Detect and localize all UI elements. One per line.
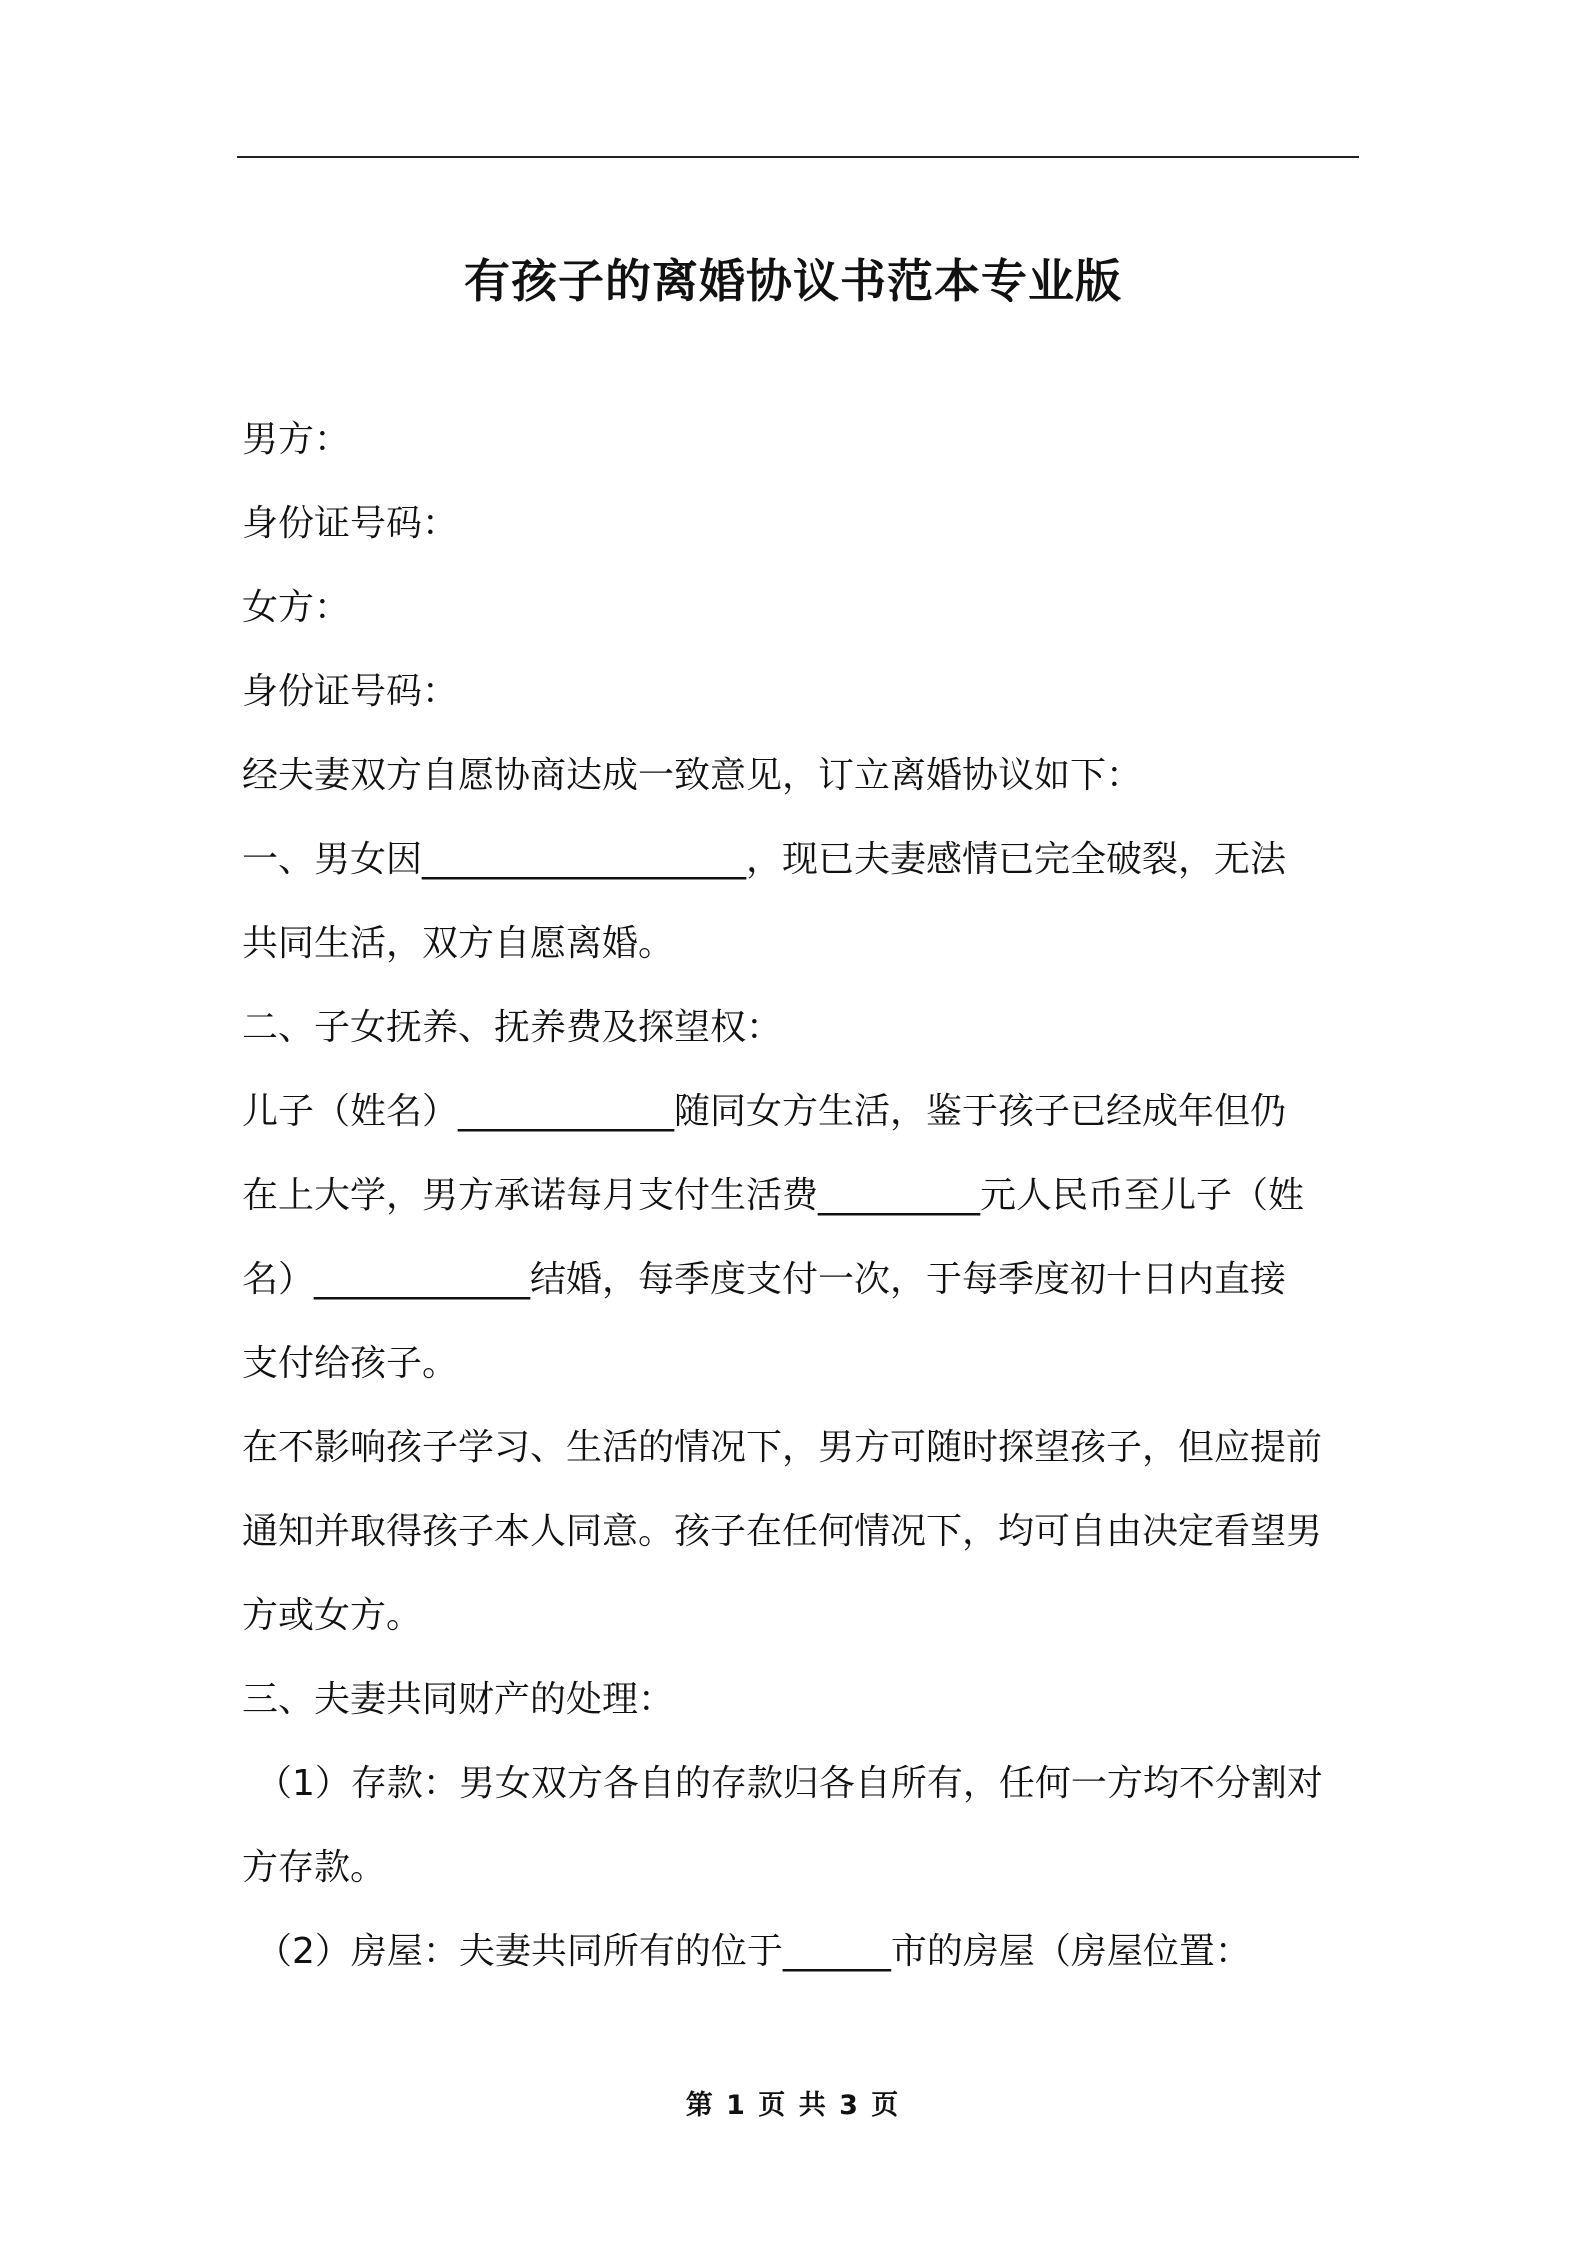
body-line-child-support-end: 支付给孩子。 (242, 1343, 459, 1384)
page-number: 第 1 页 共 3 页 (685, 2090, 901, 2121)
header-rule (237, 156, 1359, 158)
document-body (242, 398, 1357, 1994)
body-line-clause-1: 一、男女因__________________，现已夫妻感情已完全破裂，无法 (242, 839, 1287, 880)
body-line-savings-cont: 方存款。 (242, 1847, 387, 1888)
body-line-child-support: 在上大学，男方承诺每月支付生活费_________元人民币至儿子（姓 (242, 1175, 1305, 1216)
body-line-female-id: 身份证号码： (242, 671, 459, 712)
body-line-visitation-cont: 通知并取得孩子本人同意。孩子在任何情况下，均可自由决定看望男 (242, 1511, 1323, 1552)
body-line-housing: （2）房屋：夫妻共同所有的位于______市的房屋（房屋位置： (256, 1931, 1251, 1972)
document-title: 有孩子的离婚协议书范本专业版 (464, 253, 1122, 308)
body-line-female-party: 女方： (242, 587, 351, 628)
body-line-clause-1-cont: 共同生活，双方自愿离婚。 (242, 923, 675, 964)
body-line-clause-2-heading: 二、子女抚养、抚养费及探望权： (242, 1007, 783, 1048)
body-line-preamble: 经夫妻双方自愿协商达成一致意见，订立离婚协议如下： (242, 755, 1143, 796)
body-line-child-support-cont: 名）____________结婚，每季度支付一次，于每季度初十日内直接 (242, 1259, 1287, 1300)
body-line-male-party: 男方： (242, 419, 351, 460)
body-line-savings: （1）存款：男女双方各自的存款归各自所有，任何一方均不分割对 (256, 1763, 1323, 1804)
body-line-child-custody: 儿子（姓名）____________随同女方生活，鉴于孩子已经成年但仍 (242, 1091, 1287, 1132)
body-line-visitation-end: 方或女方。 (242, 1595, 423, 1636)
body-line-male-id: 身份证号码： (242, 503, 459, 544)
body-line-clause-3-heading: 三、夫妻共同财产的处理： (242, 1679, 675, 1720)
body-line-visitation: 在不影响孩子学习、生活的情况下，男方可随时探望孩子，但应提前 (242, 1427, 1323, 1468)
